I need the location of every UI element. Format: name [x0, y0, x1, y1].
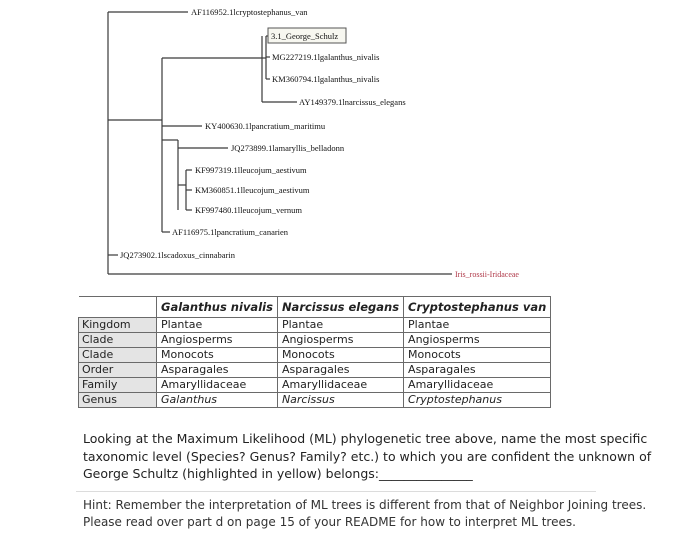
taxonomy-table: [78, 296, 551, 408]
leaf-scadoxus: JQ273902.1lscadoxus_cinnabarin: [120, 250, 235, 260]
leaf-iris-outgroup: Iris_rossii-Iridaceae: [455, 270, 519, 279]
question-text: [83, 430, 673, 483]
table-cell: Amaryllidaceae: [157, 378, 278, 393]
leaf-galanthus-1: MG227219.1lgalanthus_nivalis: [272, 52, 380, 62]
table-cell: Plantae: [277, 318, 403, 333]
leaf-narcissus: AY149379.1lnarcissus_elegans: [299, 97, 406, 107]
table-cell: Asparagales: [404, 363, 551, 378]
hint-body: Hint: Remember the interpretation of ML trees is different from that of Neighbor Joining trees. Please read over part d on page 15 of your README for how to interpret ML trees.: [83, 498, 647, 529]
table-corner: [79, 297, 157, 318]
table-cell: Asparagales: [157, 363, 278, 378]
table-cell: Amaryllidaceae: [277, 378, 403, 393]
table-cell: Plantae: [404, 318, 551, 333]
table-cell: Galanthus: [157, 393, 278, 408]
leaf-cryptostephanus: AF116952.1lcryptostephanus_van: [191, 7, 308, 17]
table-row: [79, 318, 551, 333]
hint-text: [83, 497, 673, 531]
leaf-pancratium-maritimum: KY400630.1lpancratium_maritimu: [205, 121, 326, 131]
leaf-leucojum-1: KF997319.1lleucojum_aestivum: [195, 165, 307, 175]
table-row: [79, 348, 551, 363]
answer-blank: _______________: [378, 466, 473, 481]
table-row: [79, 363, 551, 378]
leaf-pancratium-canariense: AF116975.1lpancratium_canarien: [172, 227, 289, 237]
table-cell: Monocots: [404, 348, 551, 363]
leaf-galanthus-2: KM360794.1lgalanthus_nivalis: [272, 74, 380, 84]
divider: [76, 491, 596, 492]
table-cell: Monocots: [277, 348, 403, 363]
table-header-row: [79, 297, 551, 318]
table-cell: Narcissus: [277, 393, 403, 408]
leaf-george-schulz: 3.1_George_Schulz: [271, 31, 339, 41]
table-row: [79, 333, 551, 348]
column-header: Galanthus nivalis: [157, 297, 278, 318]
table-cell: Plantae: [157, 318, 278, 333]
leaf-leucojum-2: KM360851.1lleucojum_aestivum: [195, 185, 310, 195]
row-label: Clade: [79, 348, 157, 363]
question-body: Looking at the Maximum Likelihood (ML) phylogenetic tree above, name the most specific taxonomic level (Species? Genus? Family? etc.) to which you are confident the unknown of George Schultz (highlighted in yellow) belongs:: [83, 431, 652, 481]
table-cell: Cryptostephanus: [404, 393, 551, 408]
row-label: Clade: [79, 333, 157, 348]
leaf-amaryllis: JQ273899.1lamaryllis_belladonn: [231, 143, 345, 153]
column-header: Cryptostephanus van: [404, 297, 551, 318]
table-cell: Amaryllidaceae: [404, 378, 551, 393]
table-cell: Asparagales: [277, 363, 403, 378]
leaf-leucojum-3: KF997480.1lleucojum_vernum: [195, 205, 302, 215]
column-header: Narcissus elegans: [277, 297, 403, 318]
table-row: [79, 393, 551, 408]
table-cell: Angiosperms: [157, 333, 278, 348]
table-cell: Angiosperms: [404, 333, 551, 348]
row-label: Kingdom: [79, 318, 157, 333]
table-row: [79, 378, 551, 393]
row-label: Genus: [79, 393, 157, 408]
table-cell: Monocots: [157, 348, 278, 363]
row-label: Order: [79, 363, 157, 378]
table-cell: Angiosperms: [277, 333, 403, 348]
row-label: Family: [79, 378, 157, 393]
